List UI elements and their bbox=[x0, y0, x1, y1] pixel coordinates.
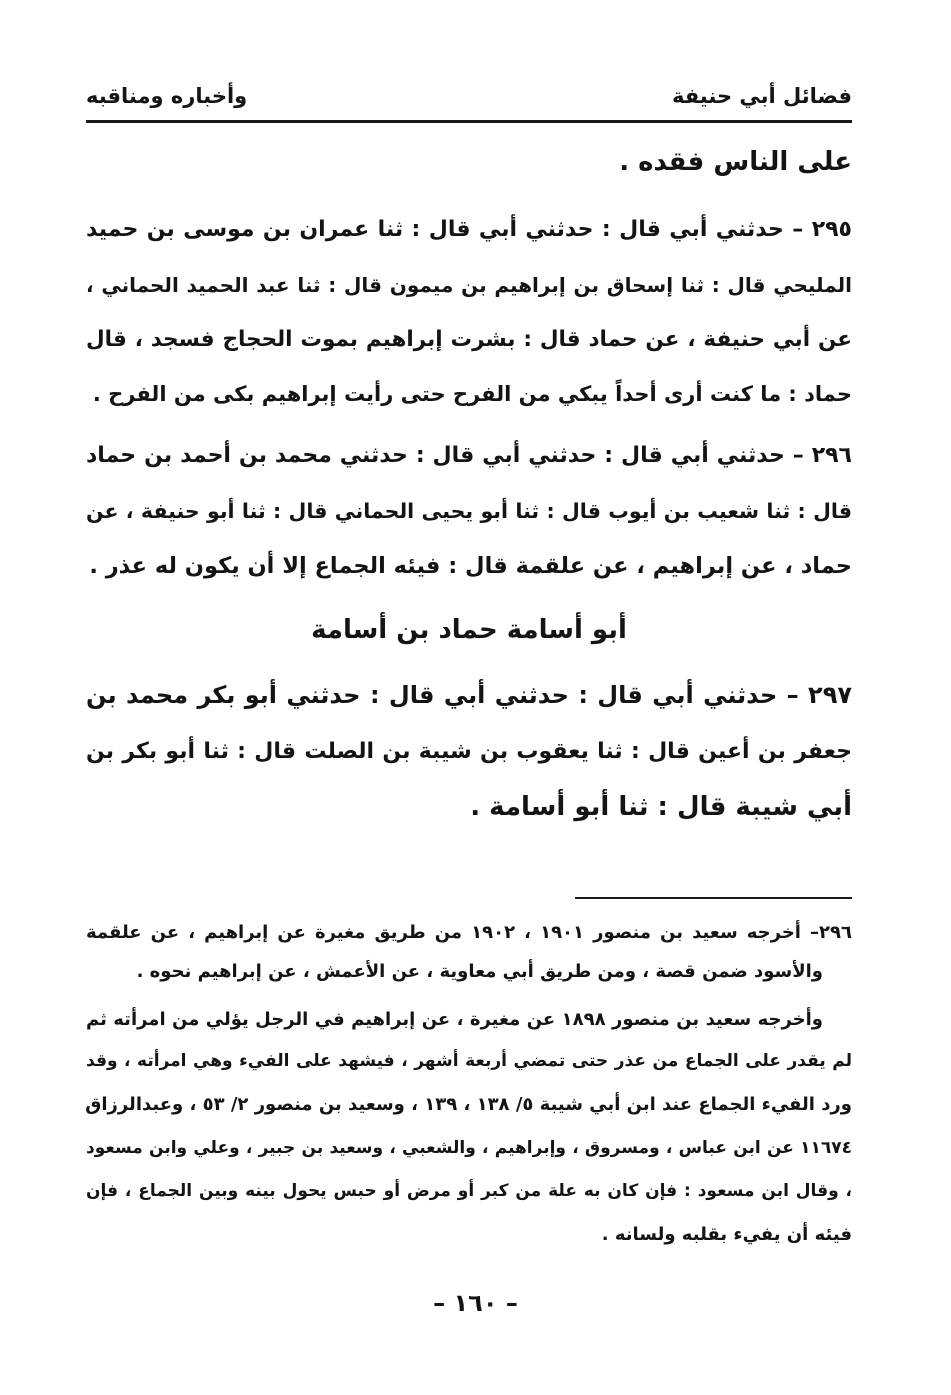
text-line: حماد : ما كنت أرى أحداً يبكي من الفرح حتى رأيت إبراهيم بكى من الفرح . bbox=[92, 382, 852, 406]
section-heading: أبو أسامة حماد بن أسامة bbox=[311, 615, 627, 645]
running-header bbox=[86, 84, 852, 114]
header-divider bbox=[86, 120, 852, 123]
text-line-hadith-295: ٢٩٥ – حدثني أبي قال : حدثني أبي قال : ثنا عمران بن موسى بن حميد bbox=[86, 217, 852, 242]
text-line-hadith-297: ٢٩٧ – حدثني أبي قال : حدثني أبي قال : حدثني أبو بكر محمد بن bbox=[86, 681, 852, 709]
text-line: عن أبي حنيفة ، عن حماد قال : بشرت إبراهيم بموت الحجاج فسجد ، قال bbox=[86, 327, 852, 352]
footnote-line: فيئه أن يفيء بقلبه ولسانه . bbox=[601, 1224, 852, 1245]
text-line: على الناس فقده . bbox=[619, 147, 852, 177]
header-book-title: فضائل أبي حنيفة bbox=[671, 84, 852, 108]
footnote-divider bbox=[575, 897, 852, 899]
footnote-line: ١١٦٧٤ عن ابن عباس ، ومسروق ، وإبراهيم ، والشعبي ، وسعيد بن جبير ، وعلي وابن مسعود bbox=[86, 1138, 852, 1158]
footnote-line: لم يقدر على الجماع من عذر حتى تمضي أربعة أشهر ، فيشهد على الفيء وهي امرأته ، وقد bbox=[86, 1051, 852, 1071]
text-line: حماد ، عن إبراهيم ، عن علقمة قال : فيئه الجماع إلا أن يكون له عذر . bbox=[89, 553, 852, 579]
footnote-line: والأسود ضمن قصة ، ومن طريق أبي معاوية ، عن الأعمش ، عن إبراهيم نحوه . bbox=[136, 961, 823, 982]
header-section-title: وأخباره ومناقبه bbox=[86, 84, 248, 108]
text-line: المليحي قال : ثنا إسحاق بن إبراهيم بن ميمون قال : ثنا عبد الحميد الحماني ، bbox=[86, 273, 852, 297]
footnote-line: وأخرجه سعيد بن منصور ١٨٩٨ عن مغيرة ، عن إبراهيم في الرجل يؤلي من امرأته ثم bbox=[86, 1009, 823, 1030]
footnote-line: ٢٩٦– أخرجه سعيد بن منصور ١٩٠١ ، ١٩٠٢ من طريق مغيرة عن إبراهيم ، عن علقمة bbox=[86, 922, 853, 943]
text-line-hadith-296: ٢٩٦ – حدثني أبي قال : حدثني أبي قال : حدثني محمد بن أحمد بن حماد bbox=[86, 443, 852, 468]
text-line: أبي شيبة قال : ثنا أبو أسامة . bbox=[470, 792, 852, 822]
footnote-line: ورد الفيء الجماع عند ابن أبي شيبة ٥/ ١٣٨ ، ١٣٩ ، وسعيد بن منصور ٢/ ٥٣ ، وعبدالرزاق bbox=[85, 1094, 852, 1115]
text-line: قال : ثنا شعيب بن أيوب قال : ثنا أبو يحيى الحماني قال : ثنا أبو حنيفة ، عن bbox=[86, 499, 852, 523]
footnote-line: ، وقال ابن مسعود : فإن كان به علة من كبر أو مرض أو حبس يحول بينه وبين الجماع ، فإن bbox=[86, 1181, 852, 1201]
page-number: – ١٦٠ – bbox=[433, 1289, 518, 1317]
text-line: جعفر بن أعين قال : ثنا يعقوب بن شيبة بن الصلت قال : ثنا أبو بكر بن bbox=[86, 739, 852, 764]
